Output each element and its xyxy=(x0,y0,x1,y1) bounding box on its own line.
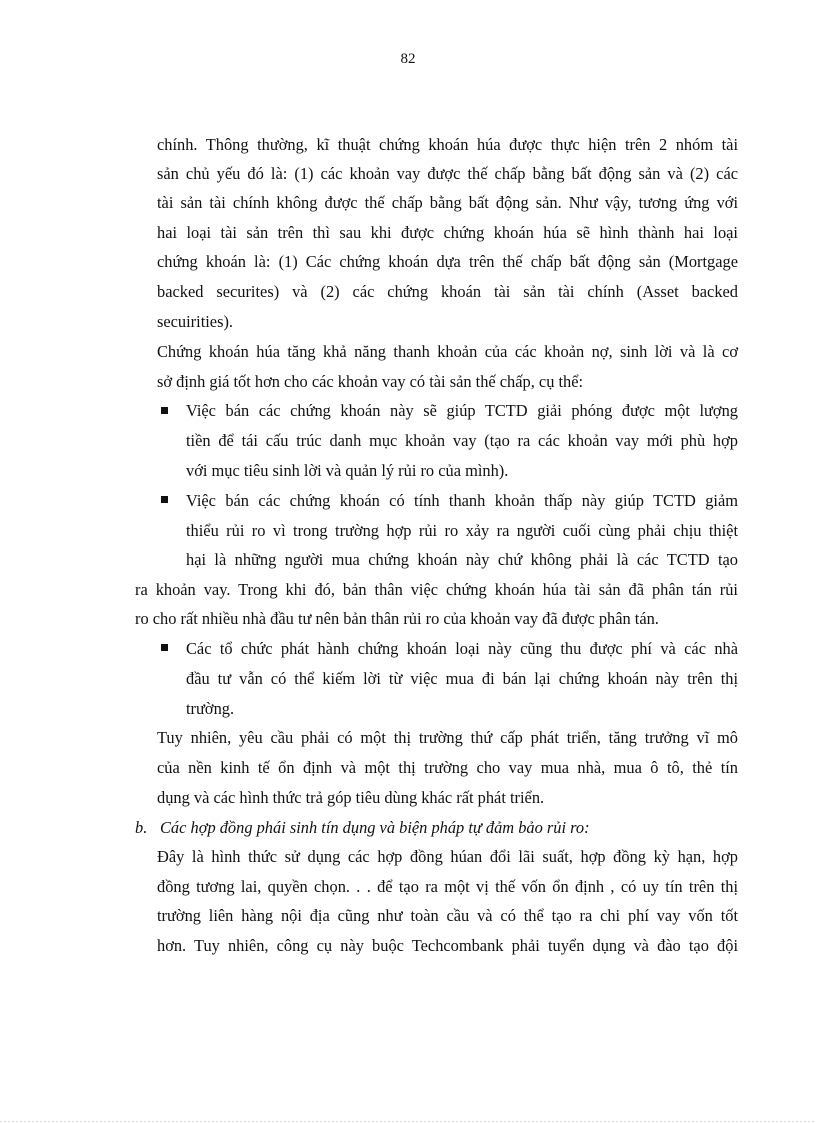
bullet-line: tiền để tái cấu trúc danh mục khoản vay (tạo ra các khoản vay mới phù hợp xyxy=(186,431,738,450)
bullet-line: thiểu rủi ro vì trong trường hợp rủi ro xảy ra người cuối cùng phải chịu thiệt xyxy=(186,521,738,540)
bullet-line: đầu tư vẫn có thể kiếm lời từ việc mua đi bán lại chứng khoán này trên thị xyxy=(186,669,738,688)
paragraph-line: hai loại tài sản trên thì sau khi được chứng khoán húa sẽ hình thành hai loại xyxy=(157,223,738,242)
bullet-line: ra khoản vay. Trong khi đó, bản thân việc chứng khoán húa tài sản đã phân tán rủi xyxy=(135,580,738,599)
page-number: 82 xyxy=(400,51,416,67)
bullet-line: trường. xyxy=(186,699,235,718)
paragraph-line: sở định giá tốt hơn cho các khoản vay có tài sản thế chấp, cụ thể: xyxy=(157,372,584,391)
paragraph-line: secuirities). xyxy=(157,312,234,331)
paragraph-line: Chứng khoán húa tăng khả năng thanh khoản của các khoản nợ, sinh lời và là cơ xyxy=(157,342,738,361)
paragraph-line: đồng tương lai, quyền chọn. . . để tạo ra một vị thế vốn ổn định , có uy tín trên thị xyxy=(157,877,738,896)
bullet-line: Việc bán các chứng khoán này sẽ giúp TCTD giải phóng được một lượng xyxy=(186,401,738,420)
bullet-line: Các tổ chức phát hành chứng khoán loại này cũng thu được phí và các nhà xyxy=(186,639,738,658)
section-heading-label: b. xyxy=(135,818,148,837)
paragraph-line: dụng và các hình thức trả góp tiêu dùng khác rất phát triển. xyxy=(157,788,545,807)
bullet-icon xyxy=(161,644,168,651)
paragraph-line: trường liên hàng nội địa cũng như toàn cầu và có thể tạo ra chi phí vay vốn tốt xyxy=(157,906,738,925)
bullet-line: hại là những người mua chứng khoán này chứ không phải là các TCTD tạo xyxy=(186,550,738,569)
paragraph-line: backed securites) và (2) các chứng khoán tài sản tài chính (Asset backed xyxy=(157,282,738,301)
paragraph-line: chứng khoán là: (1) Các chứng khoán dựa trên thế chấp bất động sản (Mortgage xyxy=(157,252,738,271)
bullet-icon xyxy=(161,496,168,503)
paragraph-line: tài sản tài chính không được thế chấp bằng bất động sản. Như vậy, tương ứng với xyxy=(157,193,738,212)
bullet-line: ro cho rất nhiều nhà đầu tư nên bản thân rủi ro của khoản vay đã được phân tán. xyxy=(135,609,659,628)
section-heading: Các hợp đồng phái sinh tín dụng và biện pháp tự đảm bảo rủi ro: xyxy=(160,818,590,837)
paragraph-line: Tuy nhiên, yêu cầu phải có một thị trường thứ cấp phát triển, tăng trưởng vĩ mô xyxy=(157,728,738,747)
page-bottom-border xyxy=(0,1121,816,1122)
paragraph-line: sản chủ yếu đó là: (1) các khoản vay được thế chấp bằng bất động sản và (2) các xyxy=(157,164,738,183)
paragraph-line: của nền kinh tế ổn định và một thị trường cho vay mua nhà, mua ô tô, thẻ tín xyxy=(157,758,738,777)
bullet-line: với mục tiêu sinh lời và quản lý rủi ro của mình). xyxy=(186,461,509,480)
paragraph-line: chính. Thông thường, kĩ thuật chứng khoán húa được thực hiện trên 2 nhóm tài xyxy=(157,135,738,154)
bullet-icon xyxy=(161,407,168,414)
paragraph-line: Đây là hình thức sử dụng các hợp đồng húan đổi lãi suất, hợp đồng kỳ hạn, hợp xyxy=(157,847,738,866)
bullet-line: Việc bán các chứng khoán có tính thanh khoản thấp này giúp TCTD giảm xyxy=(186,491,738,510)
paragraph-line: hơn. Tuy nhiên, công cụ này buộc Techcombank phải tuyển dụng và đào tạo đội xyxy=(157,936,738,955)
